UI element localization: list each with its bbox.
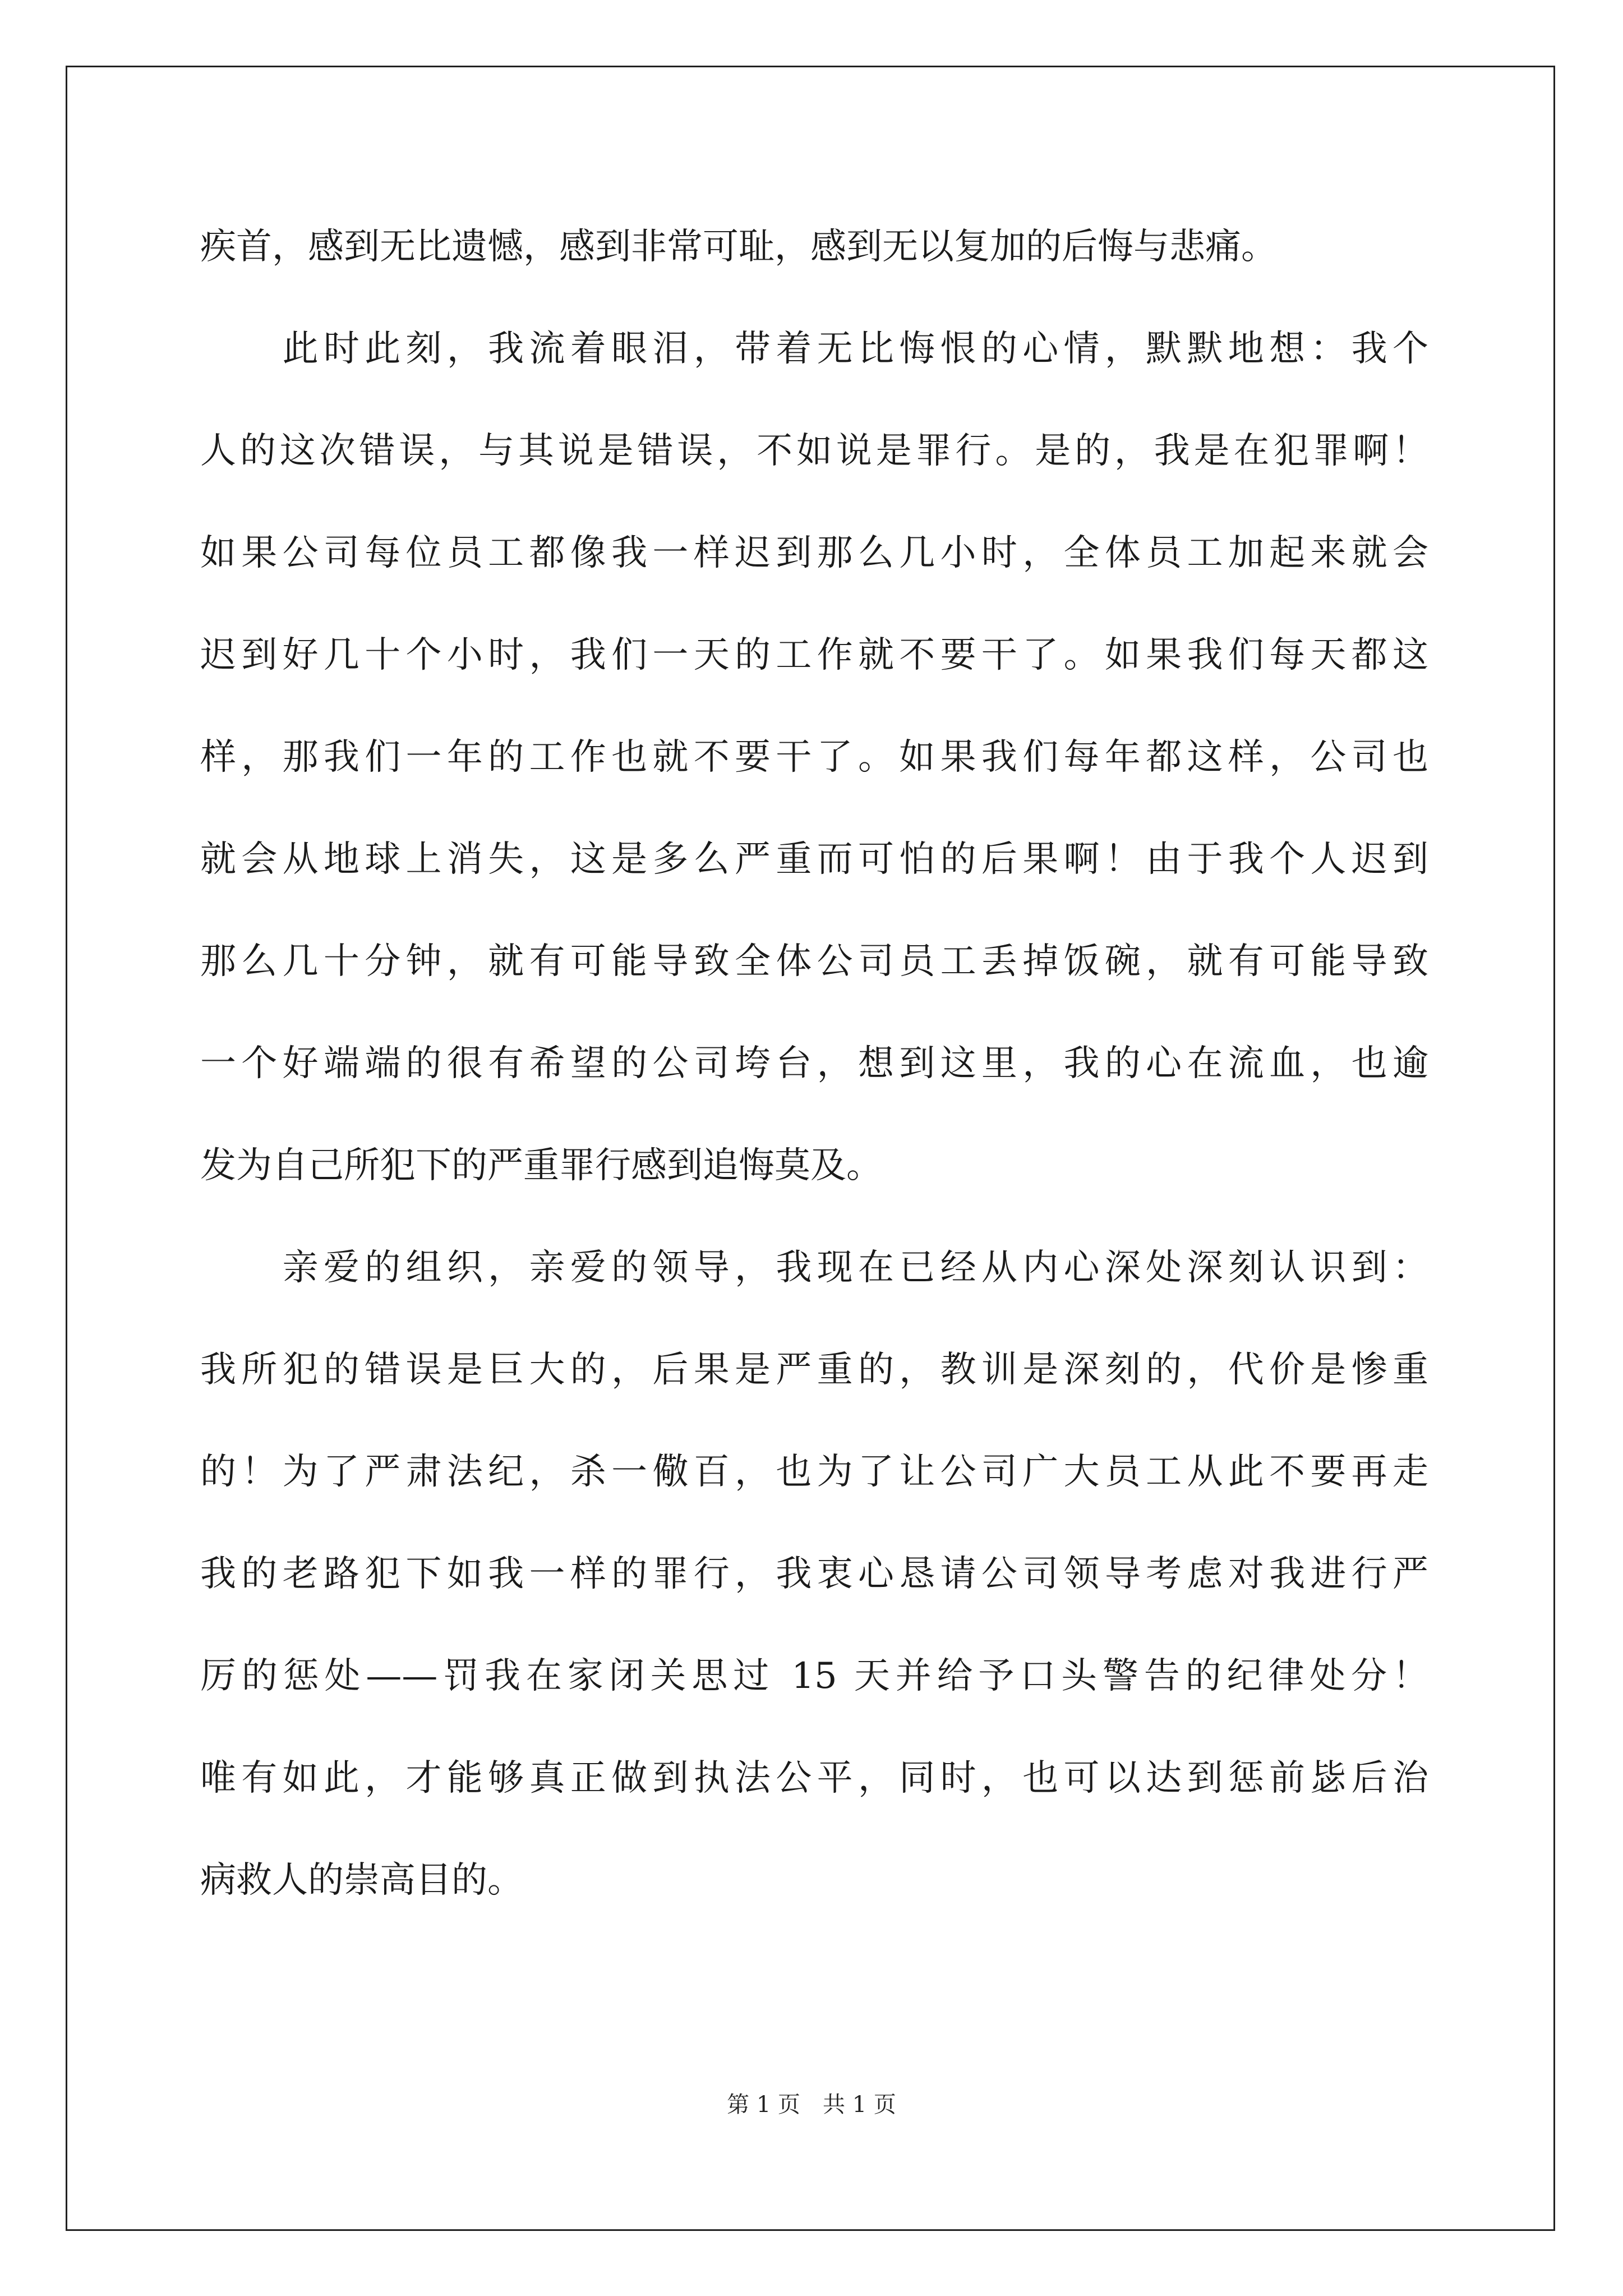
text-line: 迟到好几十个小时，我们一天的工作就不要干了。如果我们每天都这 (200, 634, 1428, 676)
text-line: 发为自己所犯下的严重罪行感到追悔莫及。 (200, 1145, 882, 1186)
text-line: 如果公司每位员工都像我一样迟到那么几小时，全体员工加起来就会 (200, 532, 1428, 574)
text-line: 人的这次错误，与其说是错误，不如说是罪行。是的，我是在犯罪啊！ (200, 430, 1428, 472)
page-number: 第 1 页 共 1 页 (727, 2092, 896, 2118)
text-line: 疾首，感到无比遗憾，感到非常可耻，感到无以复加的后悔与悲痛。 (200, 226, 1277, 268)
text-line: 病救人的崇高目的。 (200, 1860, 523, 1901)
text-line: 我的老路犯下如我一样的罪行，我衷心恳请公司领导考虑对我进行严 (200, 1553, 1428, 1595)
text-line: 一个好端端的很有希望的公司垮台，想到这里，我的心在流血，也逾 (200, 1043, 1428, 1084)
text-line: 我所犯的错误是巨大的，后果是严重的，教训是深刻的，代价是惨重 (200, 1349, 1428, 1391)
text-line: 此时此刻，我流着眼泪，带着无比悔恨的心情，默默地想：我个 (200, 328, 1428, 370)
document-body (200, 210, 1428, 1946)
text-line: 的！为了严肃法纪，杀一儆百，也为了让公司广大员工从此不要再走 (200, 1451, 1428, 1493)
text-line: 亲爱的组织，亲爱的领导，我现在已经从内心深处深刻认识到： (200, 1247, 1428, 1289)
text-line: 唯有如此，才能够真正做到执法公平，同时，也可以达到惩前毖后治 (200, 1757, 1428, 1799)
text-line: 厉的惩处——罚我在家闭关思过 15 天并给予口头警告的纪律处分！ (200, 1655, 1428, 1697)
text-line: 样，那我们一年的工作也就不要干了。如果我们每年都这样，公司也 (200, 737, 1428, 778)
text-line: 那么几十分钟，就有可能导致全体公司员工丢掉饭碗，就有可能导致 (200, 941, 1428, 982)
text-line: 就会从地球上消失，这是多么严重而可怕的后果啊！由于我个人迟到 (200, 839, 1428, 880)
